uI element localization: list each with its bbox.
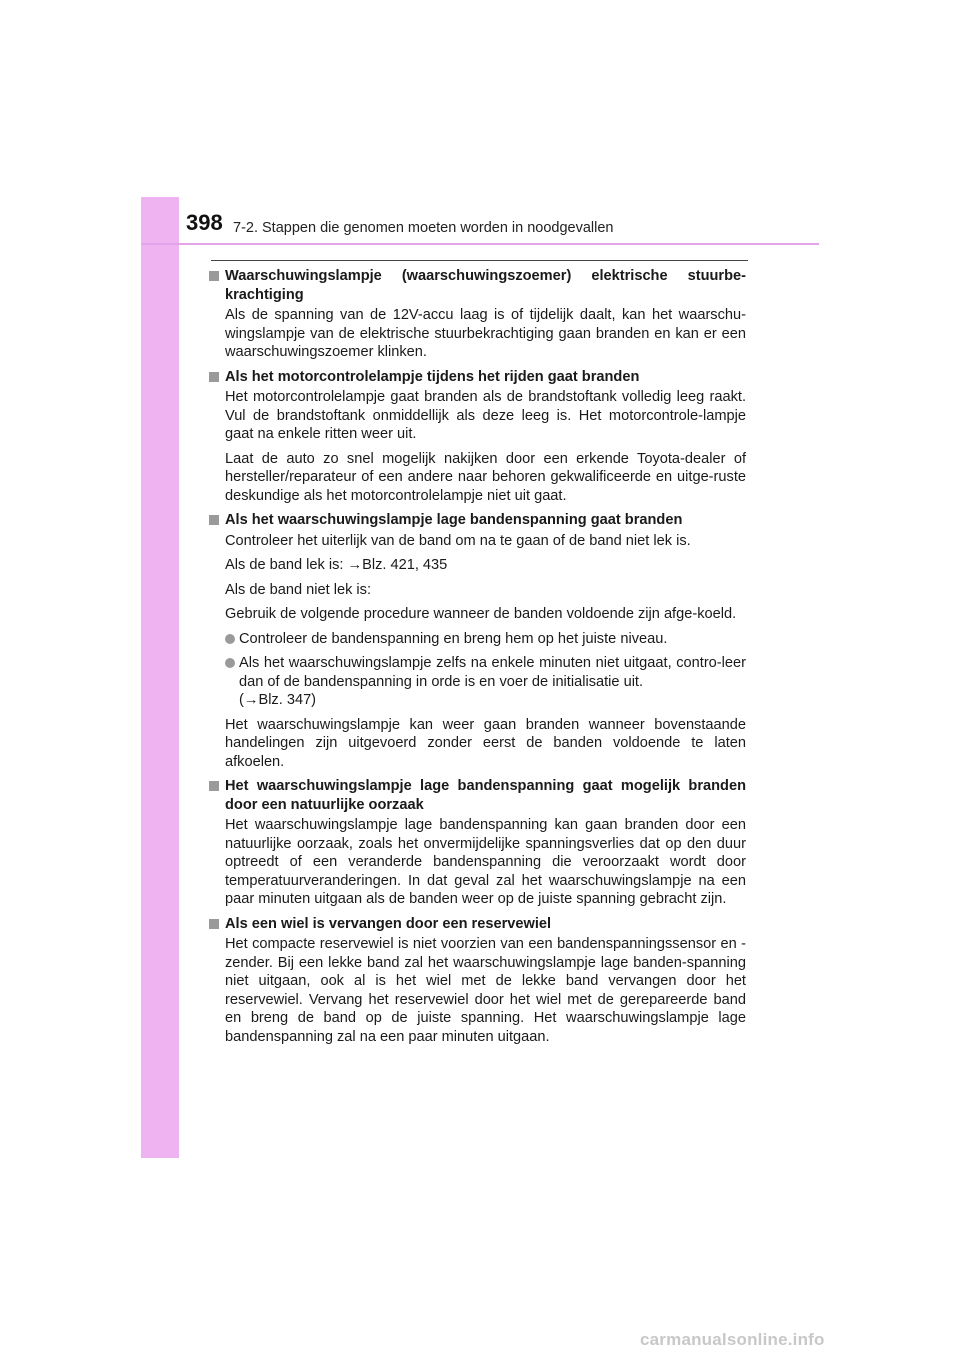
- paragraph: Het waarschuwingslampje kan weer gaan branden wanneer bovenstaande handelingen zijn uitgevoerd zonder eerst de banden voldoende te laten afkoelen.: [225, 716, 746, 770]
- list-item: Controleer de bandenspanning en breng hem op het juiste niveau.: [225, 630, 746, 649]
- page-number: 398: [186, 210, 223, 235]
- round-bullet-icon: [225, 658, 235, 668]
- section-power-steering: [209, 267, 746, 362]
- page-content: [209, 267, 746, 1052]
- side-tab-bar: [141, 197, 179, 1158]
- round-bullet-icon: [225, 634, 235, 644]
- section-title: Als het motorcontrolelampje tijdens het rijden gaat branden: [209, 368, 746, 387]
- page-reference: Als de band lek is: →Blz. 421, 435: [225, 557, 448, 573]
- section-title: Het waarschuwingslampje lage bandenspanning gaat mogelijk branden door een natuurlijke oorzaak: [209, 777, 746, 814]
- section-natural-cause: [209, 777, 746, 909]
- section-spare-wheel: [209, 915, 746, 1047]
- paragraph: Het compacte reservewiel is niet voorzien van een bandenspanningssensor en -zender. Bij een lekke band zal het waarschuwingslampje lage banden-spanning niet uitgaan, ook al is het wiel met de lekke band vervangen door het reservewiel. Vervang het reservewiel door het wiel met de gerepareerde band en breng de band op de juiste spanning. Het waarschuwingslampje lage bandenspanning zal na een paar minuten uitgaan.: [225, 936, 746, 1045]
- paragraph: Als de spanning van de 12V-accu laag is of tijdelijk daalt, kan het waarschu-wingslampje van de elektrische stuurbekrachtiging gaan branden en kan er een waarschuwingszoemer klinken.: [225, 307, 746, 360]
- paragraph: Gebruik de volgende procedure wanneer de banden voldoende zijn afge-koeld.: [225, 606, 737, 622]
- section-divider: [211, 260, 748, 261]
- header-rule: [141, 243, 819, 245]
- square-bullet-icon: [209, 919, 219, 929]
- paragraph: Het waarschuwingslampje lage bandenspanning kan gaan branden door een natuurlijke oorzaak, zoals het onvermijdelijke spanningsverlies dat op den duur optreedt of een veranderde bandenspanning die veroorzaakt wordt door temperatuurveranderingen. In dat geval zal het waarschuwingslampje na een paar minuten uitgaan als de banden weer op de juiste spanning gebracht zijn.: [225, 817, 746, 907]
- paragraph: Het motorcontrolelampje gaat branden als de brandstoftank volledig leeg raakt. Vul de brandstoftank onmiddellijk als deze leeg is. Het motorcontrole-lampje gaat na enkele ritten weer uit.: [225, 389, 746, 442]
- section-tire-pressure-light: [209, 511, 746, 771]
- square-bullet-icon: [209, 515, 219, 525]
- watermark: carmanualsonline.info: [640, 1330, 825, 1349]
- square-bullet-icon: [209, 271, 219, 281]
- section-title: Als een wiel is vervangen door een reservewiel: [209, 915, 746, 934]
- square-bullet-icon: [209, 372, 219, 382]
- square-bullet-icon: [209, 781, 219, 791]
- section-engine-light: [209, 368, 746, 506]
- page-reference: (→Blz. 347): [239, 692, 317, 708]
- chapter-title: 7-2. Stappen die genomen moeten worden in noodgevallen: [233, 220, 614, 236]
- list-item: Als het waarschuwingslampje zelfs na enkele minuten niet uitgaat, contro-leer dan of de bandenspanning in orde is en voer de initialisatie uit. (→Blz. 347): [225, 654, 746, 710]
- section-title: Waarschuwingslampje (waarschuwingszoemer) elektrische stuurbe-krachtiging: [209, 267, 746, 304]
- paragraph: Als de band niet lek is:: [225, 581, 372, 598]
- section-title: Als het waarschuwingslampje lage bandenspanning gaat branden: [209, 511, 746, 530]
- paragraph: Laat de auto zo snel mogelijk nakijken door een erkende Toyota-dealer of hersteller/reparateur of een andere naar behoren gekwalificeerde en uitge-ruste deskundige als het motorcontrolelampje niet uit gaat.: [225, 450, 746, 504]
- paragraph: Controleer het uiterlijk van de band om na te gaan of de band niet lek is.: [225, 532, 691, 549]
